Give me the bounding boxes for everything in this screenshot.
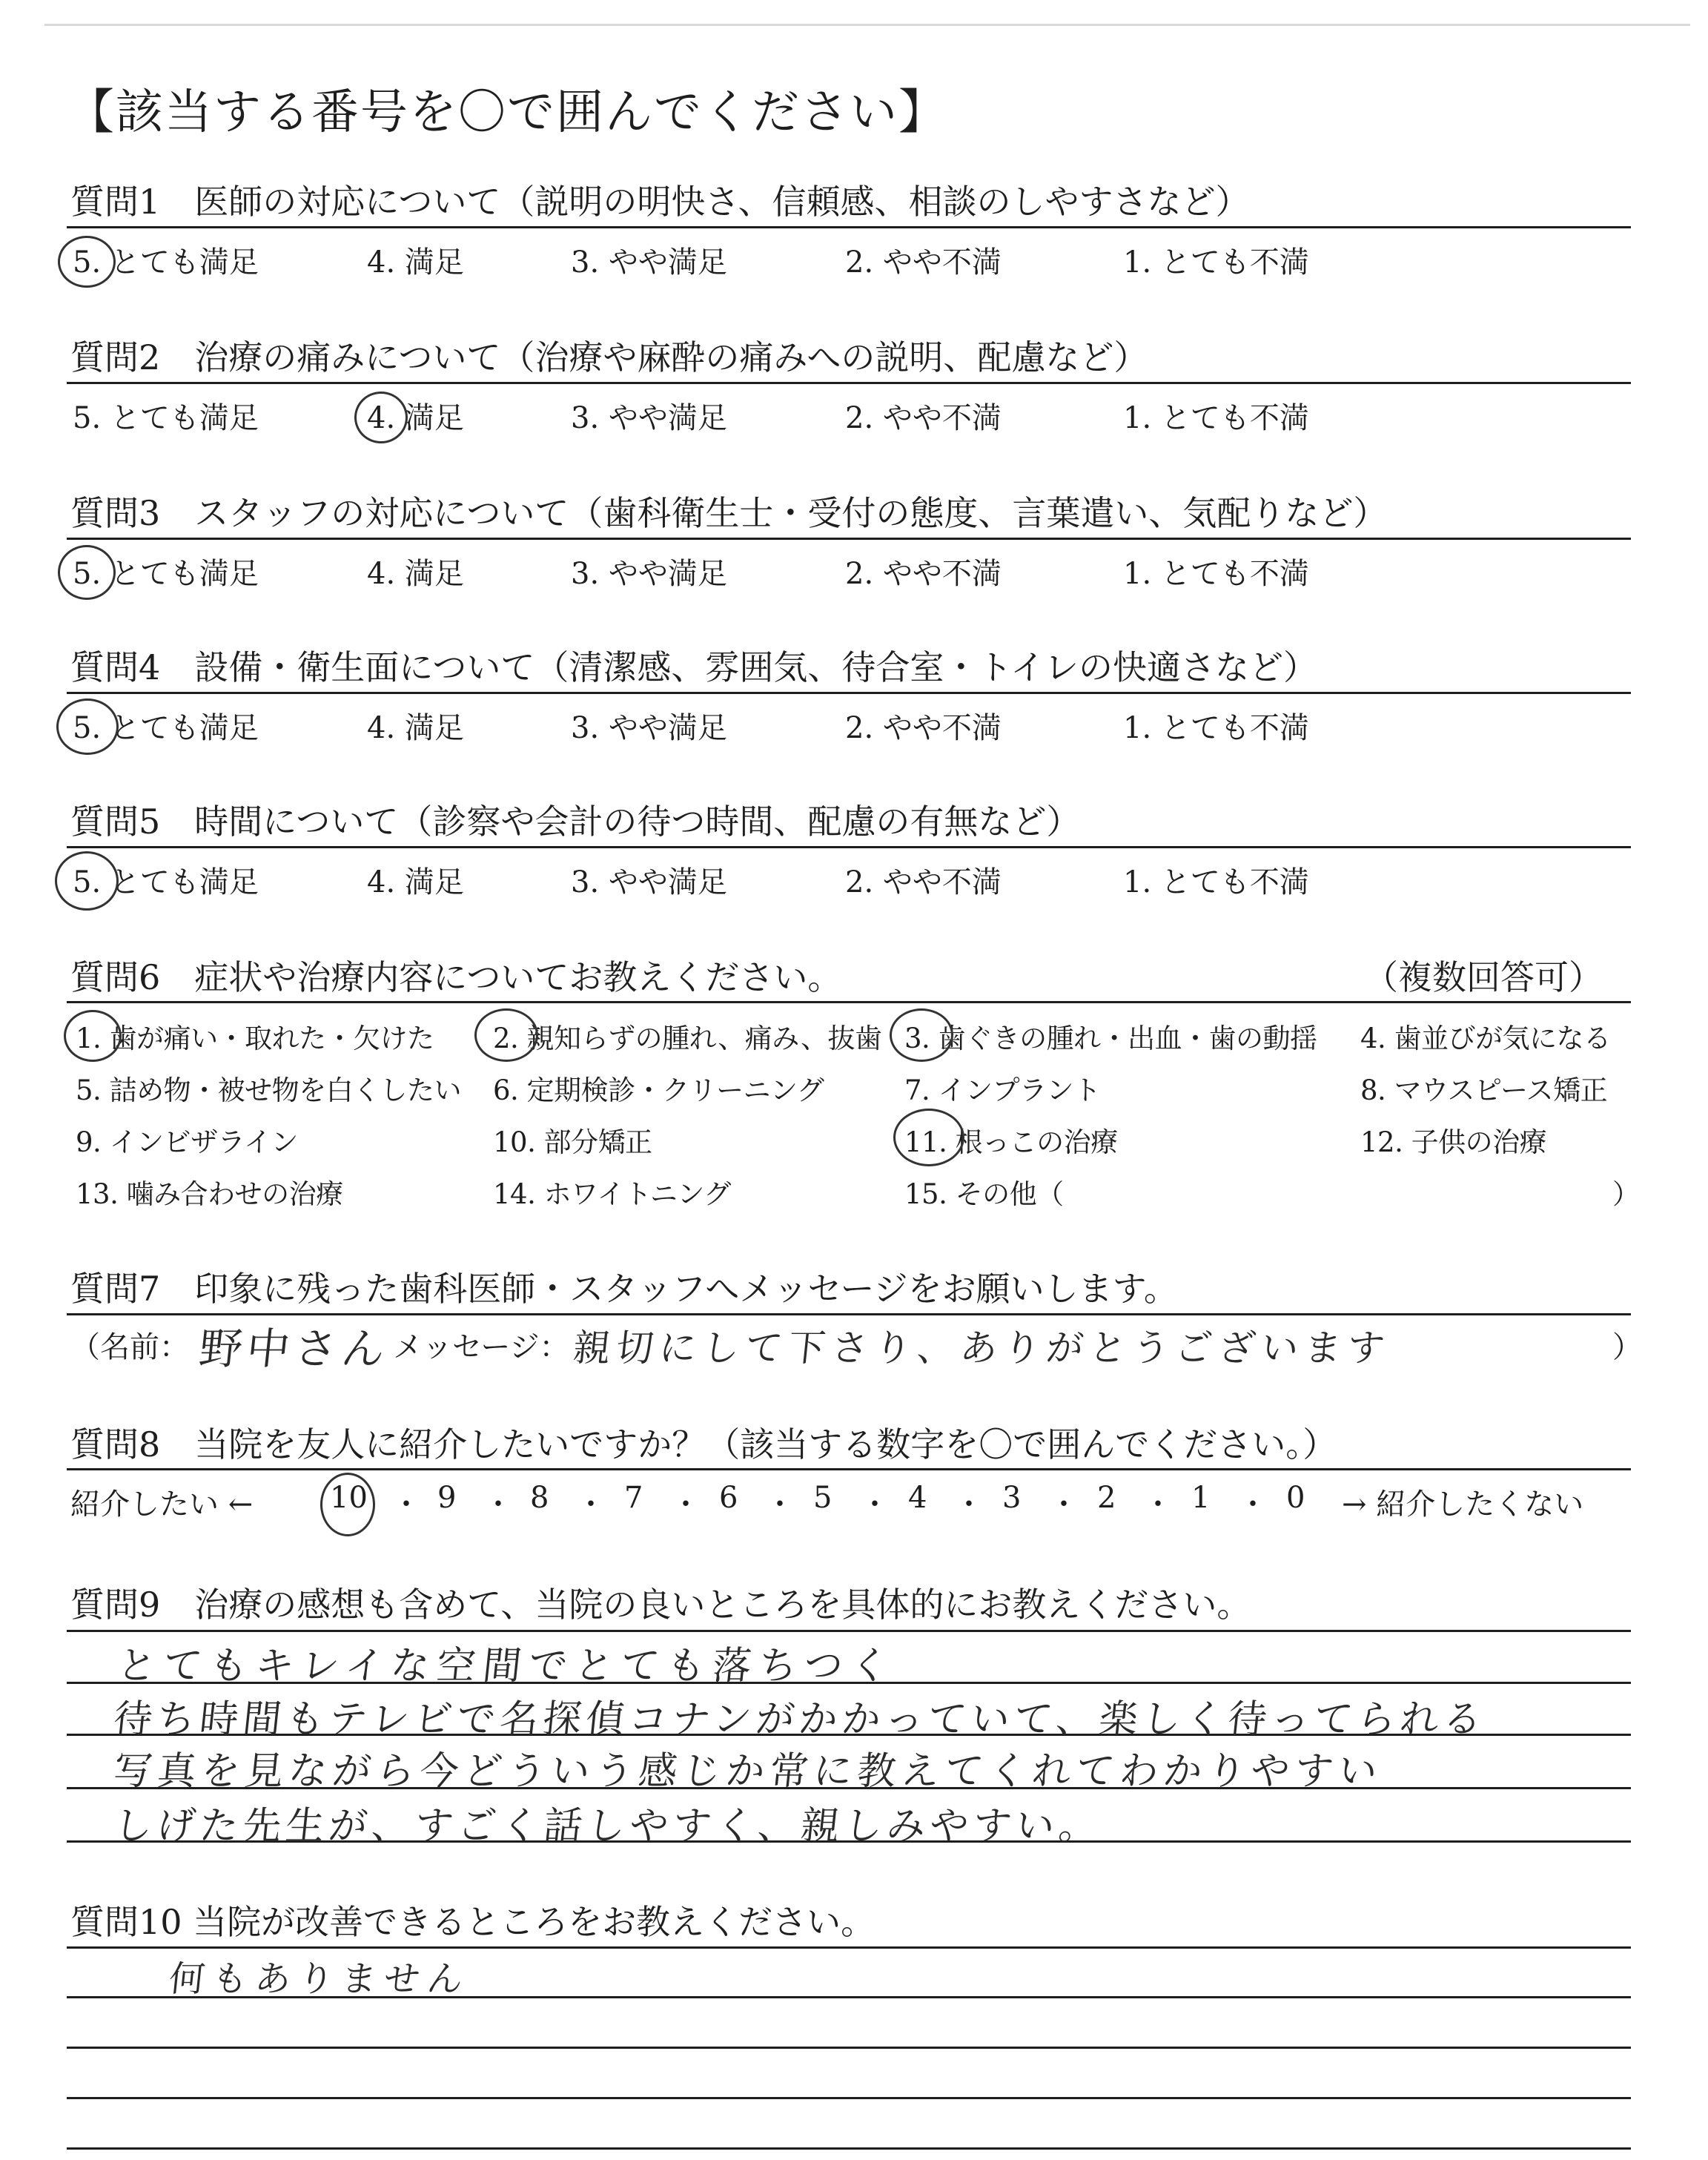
q10-heading: 質問10 当院が改善できるところをお教えください。 xyxy=(70,1902,875,1942)
q8-rule xyxy=(67,1468,1631,1470)
q2-option-3[interactable]: 3. やや満足 xyxy=(571,401,727,435)
q5-selection-circle xyxy=(55,851,119,911)
q8-sep: ・ xyxy=(1238,1487,1268,1522)
q1-option-2[interactable]: 2. やや不満 xyxy=(845,245,1002,280)
q5-option-1[interactable]: 1. とても不満 xyxy=(1123,865,1309,899)
q8-scale-8[interactable]: 8 xyxy=(530,1481,549,1515)
q6-selection-circle-11 xyxy=(893,1109,964,1166)
q3-rule xyxy=(67,538,1631,540)
q6-option-12[interactable]: 12. 子供の治療 xyxy=(1360,1126,1547,1158)
q9-answer-line-4[interactable]: しげた先生が、すごく話しやすく、親しみやすい。 xyxy=(111,1804,1105,1849)
q6-option-4[interactable]: 4. 歯並びが気になる xyxy=(1360,1023,1611,1054)
q6-note: （複数回答可） xyxy=(1364,957,1603,997)
q9-answer-line-2[interactable]: 待ち時間もテレビで名探偵コナンがかかっていて、楽しく待ってられる xyxy=(111,1697,1489,1742)
q7-name-value[interactable]: 野中さん xyxy=(196,1324,392,1374)
q6-option-1[interactable]: 1. 歯が痛い・取れた・欠けた xyxy=(76,1023,434,1054)
q3-selection-circle xyxy=(58,545,116,600)
q7-heading: 質問7 印象に残った歯科医師・スタッフへメッセージをお願いします。 xyxy=(70,1269,1178,1309)
q10-rule-3 xyxy=(67,2097,1631,2099)
q6-option-3[interactable]: 3. 歯ぐきの腫れ・出血・歯の動揺 xyxy=(904,1023,1317,1054)
q8-scale-7[interactable]: 7 xyxy=(624,1481,643,1515)
q1-heading: 質問1 医師の対応について（説明の明快さ、信頼感、相談のしやすさなど） xyxy=(70,182,1250,222)
top-edge-rule xyxy=(44,24,1690,26)
q2-selection-circle xyxy=(354,392,408,443)
q2-option-2[interactable]: 2. やや不満 xyxy=(845,401,1002,435)
q6-selection-circle-1 xyxy=(64,1010,122,1062)
q10-rule-0 xyxy=(67,1946,1631,1949)
q4-option-3[interactable]: 3. やや満足 xyxy=(571,711,727,745)
q5-option-3[interactable]: 3. やや満足 xyxy=(571,865,727,899)
q1-option-4[interactable]: 4. 満足 xyxy=(367,245,464,280)
q3-option-5[interactable]: 5. とても満足 xyxy=(73,557,259,591)
q1-option-5[interactable]: 5. とても満足 xyxy=(73,245,259,280)
q8-scale-9[interactable]: 9 xyxy=(437,1481,457,1515)
q2-option-4[interactable]: 4. 満足 xyxy=(367,401,464,435)
q8-scale-1[interactable]: 1 xyxy=(1191,1481,1211,1515)
q2-rule xyxy=(67,382,1631,384)
q6-option-15[interactable]: 15. その他（ xyxy=(904,1178,1064,1210)
q8-scale-6[interactable]: 6 xyxy=(719,1481,738,1515)
q10-rule-2 xyxy=(67,2047,1631,2049)
q6-selection-circle-2 xyxy=(474,1008,538,1062)
q8-sep: ・ xyxy=(391,1487,421,1522)
q8-scale-4[interactable]: 4 xyxy=(908,1481,927,1515)
q9-rule-0 xyxy=(67,1630,1631,1632)
q8-left-label: 紹介したい ← xyxy=(70,1487,254,1522)
q7-message-value[interactable]: 親切にして下さり、ありがとうございます xyxy=(571,1327,1393,1370)
q5-option-2[interactable]: 2. やや不満 xyxy=(845,865,1002,899)
q6-option-13[interactable]: 13. 噛み合わせの治療 xyxy=(76,1178,343,1210)
q4-option-4[interactable]: 4. 満足 xyxy=(367,711,464,745)
q4-option-2[interactable]: 2. やや不満 xyxy=(845,711,1002,745)
q1-selection-circle xyxy=(58,236,116,288)
q6-option-5[interactable]: 5. 詰め物・被せ物を白くしたい xyxy=(76,1074,462,1106)
q4-selection-circle xyxy=(56,698,119,755)
q6-selection-circle-3 xyxy=(890,1008,953,1062)
q6-option-10[interactable]: 10. 部分矯正 xyxy=(493,1126,652,1158)
q6-option-7[interactable]: 7. インプラント xyxy=(904,1074,1101,1106)
q8-scale-3[interactable]: 3 xyxy=(1002,1481,1022,1515)
q2-heading: 質問2 治療の痛みについて（治療や麻酔の痛みへの説明、配慮など） xyxy=(70,337,1148,377)
q10-rule-4 xyxy=(67,2147,1631,2150)
q8-sep: ・ xyxy=(860,1487,890,1522)
q3-option-1[interactable]: 1. とても不満 xyxy=(1123,557,1309,591)
q6-option-8[interactable]: 8. マウスピース矯正 xyxy=(1360,1074,1608,1106)
q8-sep: ・ xyxy=(671,1487,701,1522)
q9-answer-line-3[interactable]: 写真を見ながら今どういう感じか常に教えてくれてわかりやすい xyxy=(111,1749,1385,1794)
q8-sep: ・ xyxy=(1049,1487,1079,1522)
q8-scale-5[interactable]: 5 xyxy=(813,1481,833,1515)
q4-rule xyxy=(67,692,1631,694)
q8-scale-2[interactable]: 2 xyxy=(1097,1481,1116,1515)
q6-option-2[interactable]: 2. 親知らずの腫れ、痛み、抜歯 xyxy=(493,1023,882,1054)
q9-heading: 質問9 治療の感想も含めて、当院の良いところを具体的にお教えください。 xyxy=(70,1585,1251,1625)
q6-option-9[interactable]: 9. インビザライン xyxy=(76,1126,298,1158)
q6-option-6[interactable]: 6. 定期検診・クリーニング xyxy=(493,1074,824,1106)
q5-rule xyxy=(67,846,1631,848)
q5-option-4[interactable]: 4. 満足 xyxy=(367,865,464,899)
q8-scale-0[interactable]: 0 xyxy=(1286,1481,1305,1515)
q7-close-paren: ） xyxy=(1612,1330,1642,1364)
q8-sep: ・ xyxy=(576,1487,606,1522)
q2-option-1[interactable]: 1. とても不満 xyxy=(1123,401,1309,435)
q1-rule xyxy=(67,226,1631,228)
q6-heading: 質問6 症状や治療内容についてお教えください。 xyxy=(70,957,842,997)
q1-option-3[interactable]: 3. やや満足 xyxy=(571,245,727,280)
q8-heading: 質問8 当院を友人に紹介したいですか？（該当する数字を〇で囲んでください。） xyxy=(70,1424,1337,1464)
q3-option-3[interactable]: 3. やや満足 xyxy=(571,557,727,591)
q5-option-5[interactable]: 5. とても満足 xyxy=(73,865,259,899)
q1-option-1[interactable]: 1. とても不満 xyxy=(1123,245,1309,280)
q4-option-5[interactable]: 5. とても満足 xyxy=(73,711,259,745)
q4-heading: 質問4 設備・衛生面について（清潔感、雰囲気、待合室・トイレの快適さなど） xyxy=(70,647,1318,687)
q10-answer-line-1[interactable]: 何もありません xyxy=(167,1958,473,2000)
q5-heading: 質問5 時間について（診察や会計の待つ時間、配慮の有無など） xyxy=(70,802,1081,842)
page-title: 【該当する番号を〇で囲んでください】 xyxy=(67,85,947,140)
q8-scale-10[interactable]: 10 xyxy=(330,1481,368,1515)
q8-sep: ・ xyxy=(1143,1487,1173,1522)
q2-option-5[interactable]: 5. とても満足 xyxy=(73,401,259,435)
q3-heading: 質問3 スタッフの対応について（歯科衛生士・受付の態度、言葉遣い、気配りなど） xyxy=(70,493,1388,533)
q7-message-label: メッセージ： xyxy=(393,1330,569,1364)
q4-option-1[interactable]: 1. とても不満 xyxy=(1123,711,1309,745)
q8-right-label: → 紹介したくない xyxy=(1342,1487,1584,1522)
q7-name-label: （名前： xyxy=(70,1330,189,1364)
q8-selection-circle xyxy=(320,1473,375,1536)
q3-option-4[interactable]: 4. 満足 xyxy=(367,557,464,591)
q8-sep: ・ xyxy=(954,1487,984,1522)
q8-sep: ・ xyxy=(483,1487,513,1522)
q9-answer-line-1[interactable]: とてもキレイな空間でとても落ちつく xyxy=(115,1644,898,1688)
q6-other-close-paren: ） xyxy=(1612,1178,1640,1210)
q6-option-11[interactable]: 11. 根っこの治療 xyxy=(904,1126,1118,1158)
q6-option-14[interactable]: 14. ホワイトニング xyxy=(493,1178,731,1210)
q3-option-2[interactable]: 2. やや不満 xyxy=(845,557,1002,591)
q6-rule xyxy=(67,1001,1631,1003)
q8-sep: ・ xyxy=(765,1487,795,1522)
